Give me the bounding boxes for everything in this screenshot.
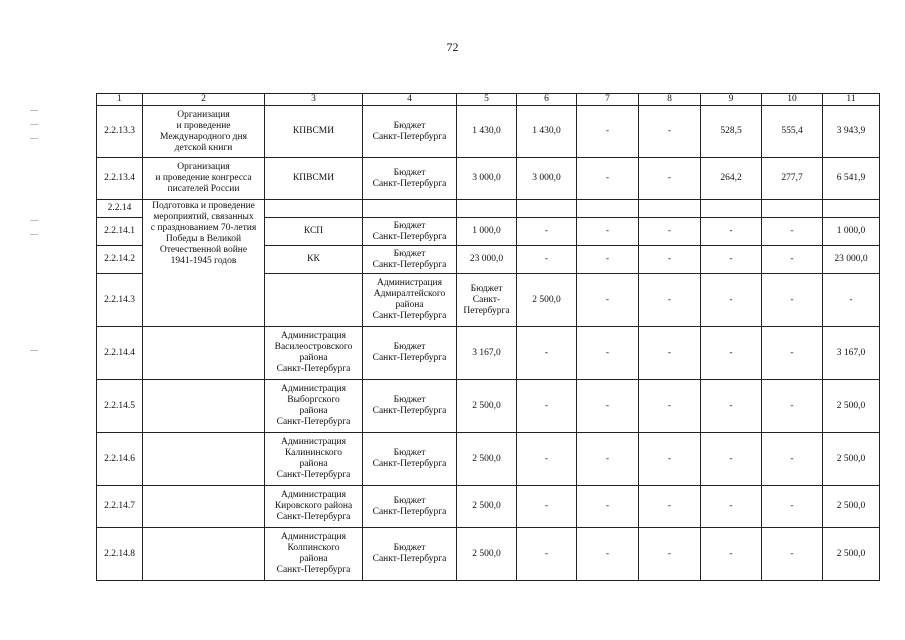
row-executor: Администрация Калининского района Санкт-Петербурга — [265, 433, 363, 486]
value-cell: - — [577, 486, 639, 528]
table-row — [97, 106, 880, 158]
value-cell: - — [577, 158, 639, 200]
table-row — [97, 327, 880, 380]
value-cell: - — [762, 274, 823, 327]
value-cell: - — [639, 218, 701, 246]
value-cell: - — [762, 528, 823, 581]
row-source: Бюджет Санкт-Петербурга — [363, 433, 457, 486]
empty-cell — [265, 200, 363, 218]
value-cell: 528,5 — [701, 106, 762, 158]
value-cell: - — [577, 274, 639, 327]
value-cell: - — [701, 218, 762, 246]
column-header: 11 — [823, 94, 880, 106]
value-cell: - — [701, 327, 762, 380]
value-cell: 3 167,0 — [457, 327, 517, 380]
row-code: 2.2.14.7 — [97, 486, 143, 528]
value-cell: - — [517, 528, 577, 581]
row-source: Бюджет Санкт-Петербурга — [363, 486, 457, 528]
row-executor: КПВСМИ — [265, 158, 363, 200]
empty-cell — [363, 200, 457, 218]
row-name: Подготовка и проведение мероприятий, связанных с празднованием 70-летия Победы в Великой Отечественной войне 1941-1945 годов — [143, 200, 265, 327]
page-number: 72 — [446, 40, 459, 54]
column-header: 5 — [457, 94, 517, 106]
value-cell: - — [577, 528, 639, 581]
value-cell: - — [577, 246, 639, 274]
row-code: 2.2.14.4 — [97, 327, 143, 380]
row-source: Бюджет Санкт-Петербурга — [363, 327, 457, 380]
empty-cell — [577, 200, 639, 218]
value-cell: 1 430,0 — [517, 106, 577, 158]
table-row — [97, 380, 880, 433]
column-header: 4 — [363, 94, 457, 106]
value-cell: - — [701, 380, 762, 433]
value-cell: 264,2 — [701, 158, 762, 200]
value-cell: - — [701, 486, 762, 528]
value-cell: 6 541,9 — [823, 158, 880, 200]
value-cell: - — [577, 106, 639, 158]
value-cell: 3 943,9 — [823, 106, 880, 158]
value-cell: - — [639, 274, 701, 327]
value-cell: - — [517, 327, 577, 380]
value-cell: - — [517, 486, 577, 528]
row-code: 2.2.14.2 — [97, 246, 143, 274]
row-code: 2.2.14.5 — [97, 380, 143, 433]
row-executor: Администрация Адмиралтейского района Санкт-Петербурга — [363, 274, 457, 327]
column-header: 1 — [97, 94, 143, 106]
empty-cell — [823, 200, 880, 218]
row-name: Организация и проведение конгресса писателей России — [143, 158, 265, 200]
row-executor: КСП — [265, 218, 363, 246]
value-cell: - — [517, 218, 577, 246]
value-cell: 3 000,0 — [457, 158, 517, 200]
row-code: 2.2.14.3 — [97, 274, 143, 327]
row-name: Организация и проведение Международного дня детской книги — [143, 106, 265, 158]
value-cell: - — [762, 327, 823, 380]
value-cell: - — [639, 246, 701, 274]
empty-cell — [143, 486, 265, 528]
value-cell: - — [639, 327, 701, 380]
row-executor: Администрация Кировского района Санкт-Петербурга — [265, 486, 363, 528]
row-source: Бюджет Санкт-Петербурга — [363, 246, 457, 274]
value-cell: 23 000,0 — [823, 246, 880, 274]
row-executor: КПВСМИ — [265, 106, 363, 158]
value-cell: - — [762, 433, 823, 486]
row-source: Бюджет Санкт-Петербурга — [363, 218, 457, 246]
table-row — [97, 486, 880, 528]
table-row — [97, 528, 880, 581]
value-cell: 2 500,0 — [457, 380, 517, 433]
value-cell: 23 000,0 — [457, 246, 517, 274]
row-source: Бюджет Санкт-Петербурга — [457, 274, 517, 327]
column-header: 10 — [762, 94, 823, 106]
empty-cell — [143, 327, 265, 380]
row-code: 2.2.13.3 — [97, 106, 143, 158]
row-source: Бюджет Санкт-Петербурга — [363, 528, 457, 581]
empty-cell — [457, 200, 517, 218]
value-cell: 2 500,0 — [517, 274, 577, 327]
value-cell: - — [577, 327, 639, 380]
empty-cell — [701, 200, 762, 218]
empty-cell — [143, 433, 265, 486]
value-cell: - — [823, 274, 880, 327]
row-executor: Администрация Выборгского района Санкт-Петербурга — [265, 380, 363, 433]
value-cell: - — [517, 246, 577, 274]
table-row — [97, 200, 880, 218]
column-header: 8 — [639, 94, 701, 106]
value-cell: - — [639, 106, 701, 158]
column-numbers-row — [97, 94, 880, 106]
value-cell: 1 430,0 — [457, 106, 517, 158]
value-cell: 2 500,0 — [823, 486, 880, 528]
value-cell: - — [701, 274, 762, 327]
empty-cell — [517, 200, 577, 218]
value-cell: - — [639, 380, 701, 433]
row-code: 2.2.14.8 — [97, 528, 143, 581]
value-cell: - — [762, 246, 823, 274]
margin-marks — [30, 110, 40, 370]
empty-cell — [143, 528, 265, 581]
value-cell: 2 500,0 — [457, 528, 517, 581]
value-cell: 3 167,0 — [823, 327, 880, 380]
row-code: 2.2.13.4 — [97, 158, 143, 200]
value-cell: 2 500,0 — [457, 486, 517, 528]
row-executor: Администрация Василеостровского района Санкт-Петербурга — [265, 327, 363, 380]
value-cell: - — [577, 433, 639, 486]
column-header: 3 — [265, 94, 363, 106]
row-source: Бюджет Санкт-Петербурга — [363, 106, 457, 158]
table-row — [97, 433, 880, 486]
row-executor: Администрация Колпинского района Санкт-Петербурга — [265, 528, 363, 581]
value-cell: 1 000,0 — [823, 218, 880, 246]
row-source: Бюджет Санкт-Петербурга — [363, 158, 457, 200]
value-cell: - — [577, 218, 639, 246]
column-header: 7 — [577, 94, 639, 106]
value-cell: - — [701, 528, 762, 581]
value-cell: - — [517, 433, 577, 486]
row-executor: КК — [265, 246, 363, 274]
budget-table — [96, 93, 880, 581]
column-header: 6 — [517, 94, 577, 106]
value-cell: 2 500,0 — [823, 380, 880, 433]
value-cell: - — [517, 380, 577, 433]
column-header: 9 — [701, 94, 762, 106]
row-source: Бюджет Санкт-Петербурга — [363, 380, 457, 433]
empty-cell — [639, 200, 701, 218]
table-row — [97, 158, 880, 200]
value-cell: 2 500,0 — [823, 433, 880, 486]
value-cell: 555,4 — [762, 106, 823, 158]
row-code: 2.2.14.1 — [97, 218, 143, 246]
value-cell: - — [762, 218, 823, 246]
value-cell: - — [639, 528, 701, 581]
value-cell: - — [701, 246, 762, 274]
value-cell: - — [577, 380, 639, 433]
column-header: 2 — [143, 94, 265, 106]
value-cell: - — [701, 433, 762, 486]
value-cell: 1 000,0 — [457, 218, 517, 246]
row-code: 2.2.14.6 — [97, 433, 143, 486]
empty-cell — [762, 200, 823, 218]
empty-cell — [143, 380, 265, 433]
value-cell: - — [639, 433, 701, 486]
value-cell: 2 500,0 — [823, 528, 880, 581]
value-cell: - — [639, 158, 701, 200]
value-cell: 277,7 — [762, 158, 823, 200]
empty-cell — [265, 274, 363, 327]
value-cell: 2 500,0 — [457, 433, 517, 486]
row-code: 2.2.14 — [97, 200, 143, 218]
value-cell: - — [762, 380, 823, 433]
value-cell: 3 000,0 — [517, 158, 577, 200]
value-cell: - — [762, 486, 823, 528]
value-cell: - — [639, 486, 701, 528]
